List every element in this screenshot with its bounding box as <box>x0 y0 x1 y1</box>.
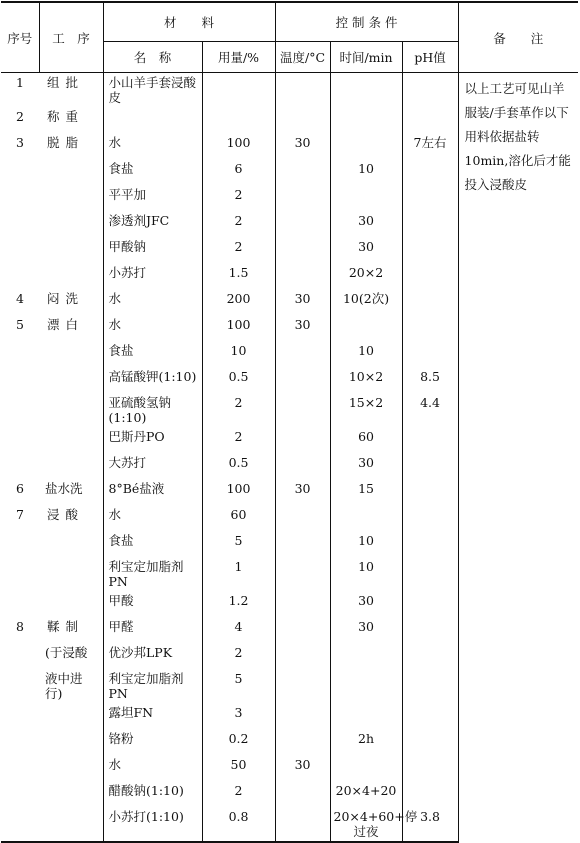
cell-temperature <box>275 427 330 453</box>
cell-temperature <box>275 367 330 393</box>
cell-step <box>39 755 103 781</box>
cell-material-name: 8°Bé盐液 <box>103 479 202 505</box>
cell-step <box>39 211 103 237</box>
cell-temperature <box>275 393 330 427</box>
cell-amount: 1.5 <box>202 263 275 289</box>
header-amount: 用量/% <box>202 42 275 73</box>
cell-seq <box>1 643 39 669</box>
cell-temperature: 30 <box>275 133 330 159</box>
cell-time <box>330 643 402 669</box>
cell-amount: 60 <box>202 505 275 531</box>
cell-seq: 2 <box>16 109 24 124</box>
cell-material-name: 水 <box>103 315 202 341</box>
cell-temperature: 30 <box>275 315 330 341</box>
cell-seq: 6 <box>16 481 24 496</box>
cell-amount: 100 <box>202 133 275 159</box>
cell-step <box>39 703 103 729</box>
cell-seq: 1 <box>16 75 24 90</box>
cell-material-name: 水 <box>103 133 202 159</box>
cell-step: 液中进行) <box>45 671 83 701</box>
cell-amount: 2 <box>202 643 275 669</box>
cell-amount: 2 <box>202 781 275 807</box>
cell-ph <box>402 703 458 729</box>
cell-amount: 2 <box>202 393 275 427</box>
cell-seq <box>1 263 39 289</box>
cell-ph <box>402 557 458 591</box>
cell-step: 浸酸 <box>47 507 85 522</box>
cell-amount: 100 <box>202 479 275 505</box>
cell-seq: 5 <box>16 317 24 332</box>
cell-time: 10 <box>330 557 402 591</box>
cell-ph <box>402 479 458 505</box>
cell-ph <box>402 643 458 669</box>
cell-ph <box>402 185 458 211</box>
cell-time <box>330 107 402 133</box>
cell-seq <box>1 755 39 781</box>
cell-material-name: 利宝定加脂剂PN <box>103 557 202 591</box>
cell-time <box>330 669 402 703</box>
cell-temperature <box>275 73 330 108</box>
cell-amount: 2 <box>202 185 275 211</box>
cell-step <box>39 393 103 427</box>
cell-seq <box>1 453 39 479</box>
cell-ph <box>402 781 458 807</box>
cell-seq <box>1 159 39 185</box>
cell-amount: 2 <box>202 211 275 237</box>
cell-amount: 100 <box>202 315 275 341</box>
cell-temperature: 30 <box>275 755 330 781</box>
cell-ph <box>402 669 458 703</box>
cell-amount <box>202 107 275 133</box>
cell-time: 10×2 <box>330 367 402 393</box>
cell-step: 盐水洗 <box>45 481 83 496</box>
cell-seq <box>1 703 39 729</box>
cell-material-name: 醋酸钠(1:10) <box>103 781 202 807</box>
cell-time: 2h <box>330 729 402 755</box>
cell-time: 15×2 <box>330 393 402 427</box>
cell-seq <box>1 367 39 393</box>
cell-material-name: 食盐 <box>103 531 202 557</box>
header-control: 控 制 条 件 <box>275 2 458 42</box>
cell-step: 称重 <box>47 109 85 124</box>
cell-step: (于浸酸 <box>45 645 88 660</box>
cell-time: 20×4+20 <box>330 781 402 807</box>
cell-temperature: 30 <box>275 479 330 505</box>
remarks-note: 以上工艺可见山羊服装/手套革作以下用料依据盐转10min,溶化后才能投入浸酸皮 <box>458 73 578 843</box>
cell-step: 鞣制 <box>47 619 85 634</box>
cell-temperature <box>275 781 330 807</box>
cell-ph <box>402 341 458 367</box>
cell-time <box>330 703 402 729</box>
cell-seq <box>1 557 39 591</box>
cell-time: 20×2 <box>330 263 402 289</box>
cell-step <box>39 367 103 393</box>
cell-step <box>39 729 103 755</box>
cell-amount: 2 <box>202 237 275 263</box>
cell-amount: 1 <box>202 557 275 591</box>
cell-seq <box>1 729 39 755</box>
cell-material-name: 甲酸 <box>103 591 202 617</box>
cell-seq <box>1 781 39 807</box>
cell-ph <box>402 289 458 315</box>
cell-ph <box>402 531 458 557</box>
cell-time <box>330 73 402 108</box>
cell-step <box>39 159 103 185</box>
cell-material-name: 食盐 <box>103 159 202 185</box>
cell-amount: 4 <box>202 617 275 643</box>
header-remarks: 备 注 <box>458 2 578 73</box>
cell-material-name <box>103 107 202 133</box>
cell-ph <box>402 211 458 237</box>
cell-step: 组批 <box>47 75 85 90</box>
cell-time: 30 <box>330 211 402 237</box>
cell-time: 10 <box>330 159 402 185</box>
cell-seq <box>1 669 39 703</box>
cell-amount <box>202 73 275 108</box>
cell-ph <box>402 755 458 781</box>
cell-step <box>39 781 103 807</box>
cell-time: 10 <box>330 341 402 367</box>
cell-temperature <box>275 617 330 643</box>
cell-ph <box>402 729 458 755</box>
process-table <box>1 1 578 843</box>
cell-temperature <box>275 669 330 703</box>
cell-ph <box>402 159 458 185</box>
cell-step <box>39 185 103 211</box>
cell-time: 15 <box>330 479 402 505</box>
cell-temperature <box>275 263 330 289</box>
cell-time: 20×4+60+停过夜 <box>330 807 402 842</box>
cell-seq: 8 <box>16 619 24 634</box>
cell-seq <box>1 393 39 427</box>
cell-seq <box>1 531 39 557</box>
cell-ph <box>402 427 458 453</box>
cell-step <box>39 237 103 263</box>
cell-amount: 6 <box>202 159 275 185</box>
cell-material-name: 水 <box>103 505 202 531</box>
cell-ph <box>402 237 458 263</box>
cell-seq <box>1 211 39 237</box>
header-temp: 温度/°C <box>275 42 330 73</box>
cell-step: 闷洗 <box>47 291 85 306</box>
cell-seq <box>1 185 39 211</box>
cell-material-name: 亚硫酸氢钠(1:10) <box>103 393 202 427</box>
cell-seq <box>1 237 39 263</box>
cell-temperature <box>275 185 330 211</box>
cell-seq <box>1 427 39 453</box>
cell-ph <box>402 315 458 341</box>
cell-temperature <box>275 807 330 842</box>
cell-time: 30 <box>330 617 402 643</box>
cell-temperature <box>275 341 330 367</box>
cell-step <box>39 557 103 591</box>
cell-material-name: 甲醛 <box>103 617 202 643</box>
cell-amount: 1.2 <box>202 591 275 617</box>
cell-step <box>39 807 103 842</box>
cell-material-name: 小山羊手套浸酸皮 <box>103 73 202 108</box>
cell-material-name: 小苏打 <box>103 263 202 289</box>
header-materials: 材 料 <box>103 2 275 42</box>
cell-time <box>330 315 402 341</box>
cell-temperature <box>275 531 330 557</box>
cell-ph <box>402 453 458 479</box>
header-ph: pH值 <box>402 42 458 73</box>
cell-ph: 8.5 <box>402 367 458 393</box>
cell-temperature <box>275 107 330 133</box>
cell-material-name: 铬粉 <box>103 729 202 755</box>
cell-temperature <box>275 729 330 755</box>
header-time: 时间/min <box>330 42 402 73</box>
cell-step: 漂白 <box>47 317 85 332</box>
cell-material-name: 水 <box>103 289 202 315</box>
cell-time <box>330 185 402 211</box>
cell-seq: 4 <box>16 291 24 306</box>
cell-material-name: 水 <box>103 755 202 781</box>
cell-time: 10(2次) <box>330 289 402 315</box>
header-name: 名 称 <box>103 42 202 73</box>
cell-amount: 50 <box>202 755 275 781</box>
cell-time <box>330 755 402 781</box>
cell-time: 60 <box>330 427 402 453</box>
cell-amount: 10 <box>202 341 275 367</box>
cell-temperature <box>275 237 330 263</box>
cell-temperature: 30 <box>275 289 330 315</box>
cell-material-name: 高锰酸钾(1:10) <box>103 367 202 393</box>
cell-seq <box>1 591 39 617</box>
cell-ph <box>402 617 458 643</box>
cell-temperature <box>275 211 330 237</box>
cell-ph: 3.8 <box>402 807 458 842</box>
cell-seq: 3 <box>16 135 24 150</box>
cell-amount: 5 <box>202 531 275 557</box>
cell-step <box>39 531 103 557</box>
cell-time <box>330 133 402 159</box>
table-body <box>1 73 578 843</box>
cell-time: 30 <box>330 237 402 263</box>
cell-material-name: 渗透剂JFC <box>103 211 202 237</box>
table-header <box>1 2 578 73</box>
cell-material-name: 优沙邦LPK <box>103 643 202 669</box>
cell-step <box>39 453 103 479</box>
cell-amount: 0.2 <box>202 729 275 755</box>
cell-material-name: 露坦FN <box>103 703 202 729</box>
cell-material-name: 巴斯丹PO <box>103 427 202 453</box>
cell-amount: 2 <box>202 427 275 453</box>
cell-ph: 4.4 <box>402 393 458 427</box>
cell-seq: 7 <box>16 507 24 522</box>
cell-ph <box>402 591 458 617</box>
cell-material-name: 利宝定加脂剂PN <box>103 669 202 703</box>
cell-temperature <box>275 557 330 591</box>
cell-amount: 0.8 <box>202 807 275 842</box>
table-row <box>1 73 578 108</box>
cell-time: 30 <box>330 453 402 479</box>
cell-ph <box>402 107 458 133</box>
cell-time: 30 <box>330 591 402 617</box>
cell-seq <box>1 807 39 842</box>
cell-time: 10 <box>330 531 402 557</box>
cell-temperature <box>275 643 330 669</box>
cell-ph <box>402 263 458 289</box>
cell-temperature <box>275 505 330 531</box>
cell-temperature <box>275 591 330 617</box>
cell-temperature <box>275 159 330 185</box>
cell-temperature <box>275 703 330 729</box>
cell-amount: 0.5 <box>202 453 275 479</box>
cell-amount: 0.5 <box>202 367 275 393</box>
cell-material-name: 大苏打 <box>103 453 202 479</box>
cell-ph <box>402 73 458 108</box>
cell-material-name: 食盐 <box>103 341 202 367</box>
cell-material-name: 甲酸钠 <box>103 237 202 263</box>
cell-amount: 200 <box>202 289 275 315</box>
cell-step <box>39 427 103 453</box>
header-step: 工 序 <box>39 2 103 73</box>
cell-step <box>39 263 103 289</box>
cell-amount: 3 <box>202 703 275 729</box>
cell-material-name: 小苏打(1:10) <box>103 807 202 842</box>
cell-step <box>39 341 103 367</box>
cell-material-name: 平平加 <box>103 185 202 211</box>
cell-ph <box>402 505 458 531</box>
header-seq: 序号 <box>1 2 39 73</box>
cell-time <box>330 505 402 531</box>
cell-temperature <box>275 453 330 479</box>
cell-ph: 7左右 <box>402 133 458 159</box>
cell-step: 脱脂 <box>47 135 85 150</box>
cell-seq <box>1 341 39 367</box>
cell-amount: 5 <box>202 669 275 703</box>
cell-step <box>39 591 103 617</box>
